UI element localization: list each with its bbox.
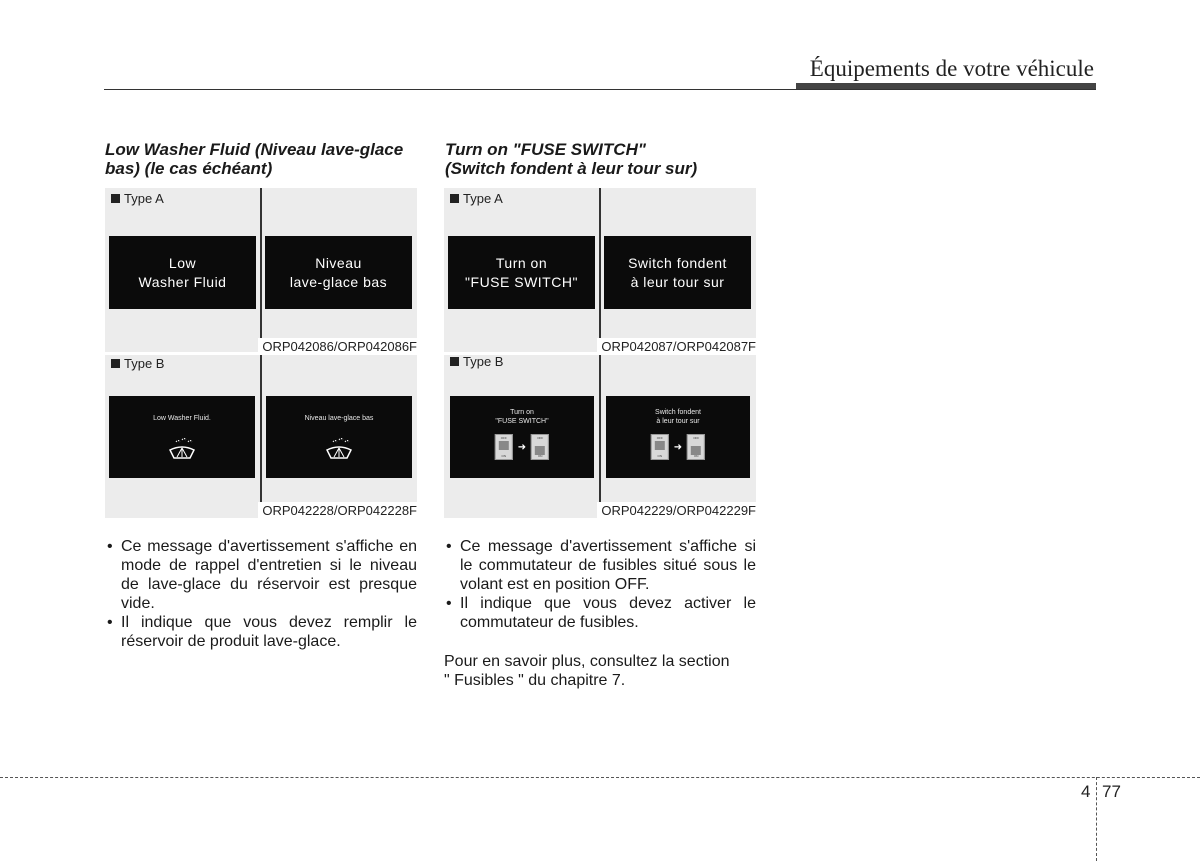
switch-knob xyxy=(655,441,665,450)
screen-line: "FUSE SWITCH" xyxy=(495,418,549,425)
display-screen-fr xyxy=(604,236,751,309)
arrow-right-icon: ➜ xyxy=(517,441,527,453)
square-bullet-icon xyxy=(450,194,459,203)
screen-line: Low xyxy=(168,254,197,271)
switch-knob xyxy=(499,441,509,450)
screen-line: Turn on xyxy=(495,254,548,271)
heading-line: Low Washer Fluid (Niveau lave-glace xyxy=(105,140,404,159)
type-a-label xyxy=(111,191,164,206)
screen-line: Turn on xyxy=(510,409,534,416)
screen-line: à leur tour sur xyxy=(630,273,725,290)
fuse-switch-off-icon xyxy=(495,434,513,460)
display-screen-fr xyxy=(265,236,412,309)
washer-fluid-icon xyxy=(325,436,353,462)
note-line: Pour en savoir plus, consultez la section xyxy=(444,653,730,670)
display-screen-en xyxy=(448,236,595,309)
square-bullet-icon xyxy=(111,359,120,368)
heading-line: (Switch fondent à leur tour sur) xyxy=(445,159,698,178)
list-item: • Ce message d'avertissement s'affiche en mode de rappel d'entretien si le niveau de lave-glace du réservoir est presque vide. xyxy=(105,537,417,613)
screen-text: Niveau lave-glace bas xyxy=(304,415,374,422)
screen-text xyxy=(606,408,750,426)
screen-text xyxy=(450,408,594,426)
display-screen-fr-type-b xyxy=(266,396,412,478)
type-b-label xyxy=(450,354,503,369)
fuse-switch-bullets xyxy=(444,537,756,632)
heading-line: bas) (le cas échéant) xyxy=(105,159,273,178)
header-rule xyxy=(104,89,1096,90)
heading-line: Turn on "FUSE SWITCH" xyxy=(445,140,646,159)
footer-dashed-divider xyxy=(1096,777,1097,861)
display-screen-en xyxy=(109,236,256,309)
type-b-text: Type B xyxy=(463,354,504,369)
switch-label: ON xyxy=(537,454,543,458)
screen-text: Low Washer Fluid. xyxy=(153,415,211,422)
footer-dashed-rule xyxy=(0,777,1200,778)
chapter-number: 4 xyxy=(1081,782,1091,801)
screen-line: à leur tour sur xyxy=(656,418,700,425)
switch-label: OFF xyxy=(537,436,544,440)
fuses-reference-note xyxy=(444,652,729,690)
figure-ref-code: ORP042229/ORP042229F xyxy=(597,502,756,518)
washer-fluid-figure xyxy=(105,188,417,518)
switch-label: ON xyxy=(693,454,699,458)
page-number: 77 xyxy=(1102,782,1121,801)
screen-line: Niveau xyxy=(315,254,362,271)
type-b-text: Type B xyxy=(124,356,165,371)
fuse-switch-heading xyxy=(445,140,697,178)
square-bullet-icon xyxy=(111,194,120,203)
list-item: • Il indique que vous devez activer le commutateur de fusibles. xyxy=(444,594,756,632)
type-b-label xyxy=(111,356,164,371)
list-item: • Il indique que vous devez remplir le réservoir de produit lave-glace. xyxy=(105,613,417,651)
switch-label: ON xyxy=(657,454,663,458)
switch-label: OFF xyxy=(693,436,700,440)
page-header-title: Équipements de votre véhicule xyxy=(809,56,1094,81)
fuse-switch-on-icon xyxy=(531,434,549,460)
fuse-switch-figure xyxy=(444,188,756,518)
list-item: • Ce message d'avertissement s'affiche si le commutateur de fusibles situé sous le volant est en position OFF. xyxy=(444,537,756,594)
figure-ref-code: ORP042086/ORP042086F xyxy=(258,338,417,354)
screen-line: Washer Fluid xyxy=(138,273,227,290)
fuse-switch-off-icon xyxy=(651,434,669,460)
washer-fluid-icon xyxy=(168,436,196,462)
figure-ref-code: ORP042087/ORP042087F xyxy=(597,338,756,354)
switch-label: OFF xyxy=(656,436,663,440)
fuse-switch-on-icon xyxy=(687,434,705,460)
fuse-switch-diagram xyxy=(495,434,549,460)
figure-ref-code: ORP042228/ORP042228F xyxy=(258,502,417,518)
fuse-switch-diagram xyxy=(651,434,705,460)
screen-line: Switch fondent xyxy=(655,409,701,416)
type-a-label xyxy=(450,191,503,206)
display-screen-en-type-b xyxy=(109,396,255,478)
note-line: " Fusibles " du chapitre 7. xyxy=(444,672,626,689)
type-a-text: Type A xyxy=(463,191,503,206)
screen-line: "FUSE SWITCH" xyxy=(465,273,578,290)
switch-label: OFF xyxy=(500,436,507,440)
washer-fluid-heading xyxy=(105,140,403,178)
screen-line: Switch fondent xyxy=(628,254,727,271)
washer-fluid-bullets xyxy=(105,537,417,651)
screen-line: lave-glace bas xyxy=(289,273,388,290)
type-a-text: Type A xyxy=(124,191,164,206)
square-bullet-icon xyxy=(450,357,459,366)
display-screen-fr-type-b xyxy=(606,396,750,478)
switch-label: ON xyxy=(501,454,507,458)
display-screen-en-type-b xyxy=(450,396,594,478)
arrow-right-icon: ➜ xyxy=(673,441,683,453)
